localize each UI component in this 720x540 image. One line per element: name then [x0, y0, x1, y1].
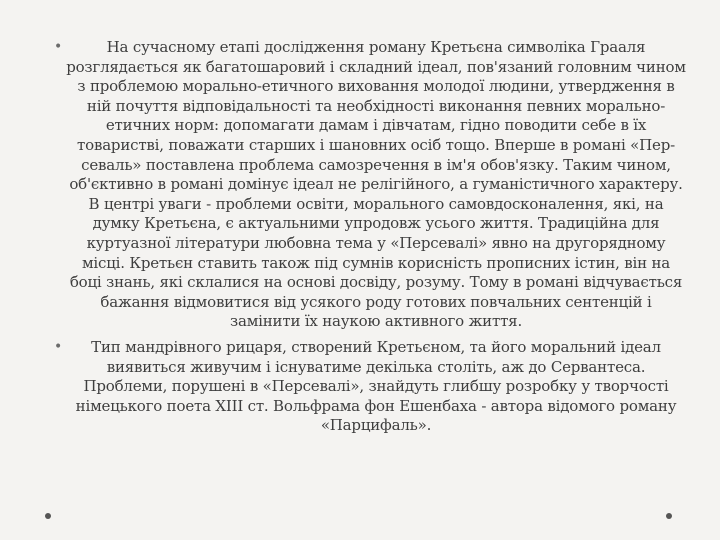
- bullet-item-2: [54, 337, 686, 436]
- bullet-text-1: На сучасному етапі дослідження роману Кретьєна символіка Грааля розглядається як багатошаровий і складний ідеал, пов'язаний головним чином з проблемою морально-етичного виховання молодої людини, утвердження в ній почуття відповідальності та необхідності виконання певних морально-етичних норм: допомагати дамам і дівчатам, гідно поводити себе в їх товаристві, поважати старших і шановних осіб тощо. Вперше в романі «Пер-севаль» поставлена проблема самозречення в ім'я обов'язку. Таким чином, об'єктивно в романі домінує ідеал не релігійного, а гуманістичного характеру. В центрі уваги - проблеми освіти, морального самовдосконалення, які, на думку Кретьєна, є актуальними упродовж усього життя. Традиційна для куртуазної літератури любовна тема у «Персевалі» явно на другорядному місці. Кретьєн ставить також під сумнів корисність прописних істин, він на боці знань, які склалися на основі досвіду, розуму. Тому в романі відчувається бажання відмовитися від усякого роду готових повчальних сентенцій і замінити їх наукою активного життя.: [66, 38, 686, 331]
- bullet-icon: •: [54, 39, 63, 55]
- slide-content: [54, 38, 686, 442]
- bullet-item-1: [54, 38, 686, 332]
- decorative-dot-left-icon: [45, 513, 51, 519]
- decorative-dot-right-icon: [666, 513, 672, 519]
- bullet-text-2: Тип мандрівного рицаря, створений Кретьєном, та його моральний ідеал виявиться живучим і існуватиме декілька століть, аж до Сервантеса. Проблеми, порушені в «Персевалі», знайдуть глибшу розробку у творчості німецького поета XIII ст. Вольфрама фон Ешенбаха - автора відомого роману «Парцифаль».: [75, 337, 677, 435]
- bullet-icon: •: [54, 338, 63, 355]
